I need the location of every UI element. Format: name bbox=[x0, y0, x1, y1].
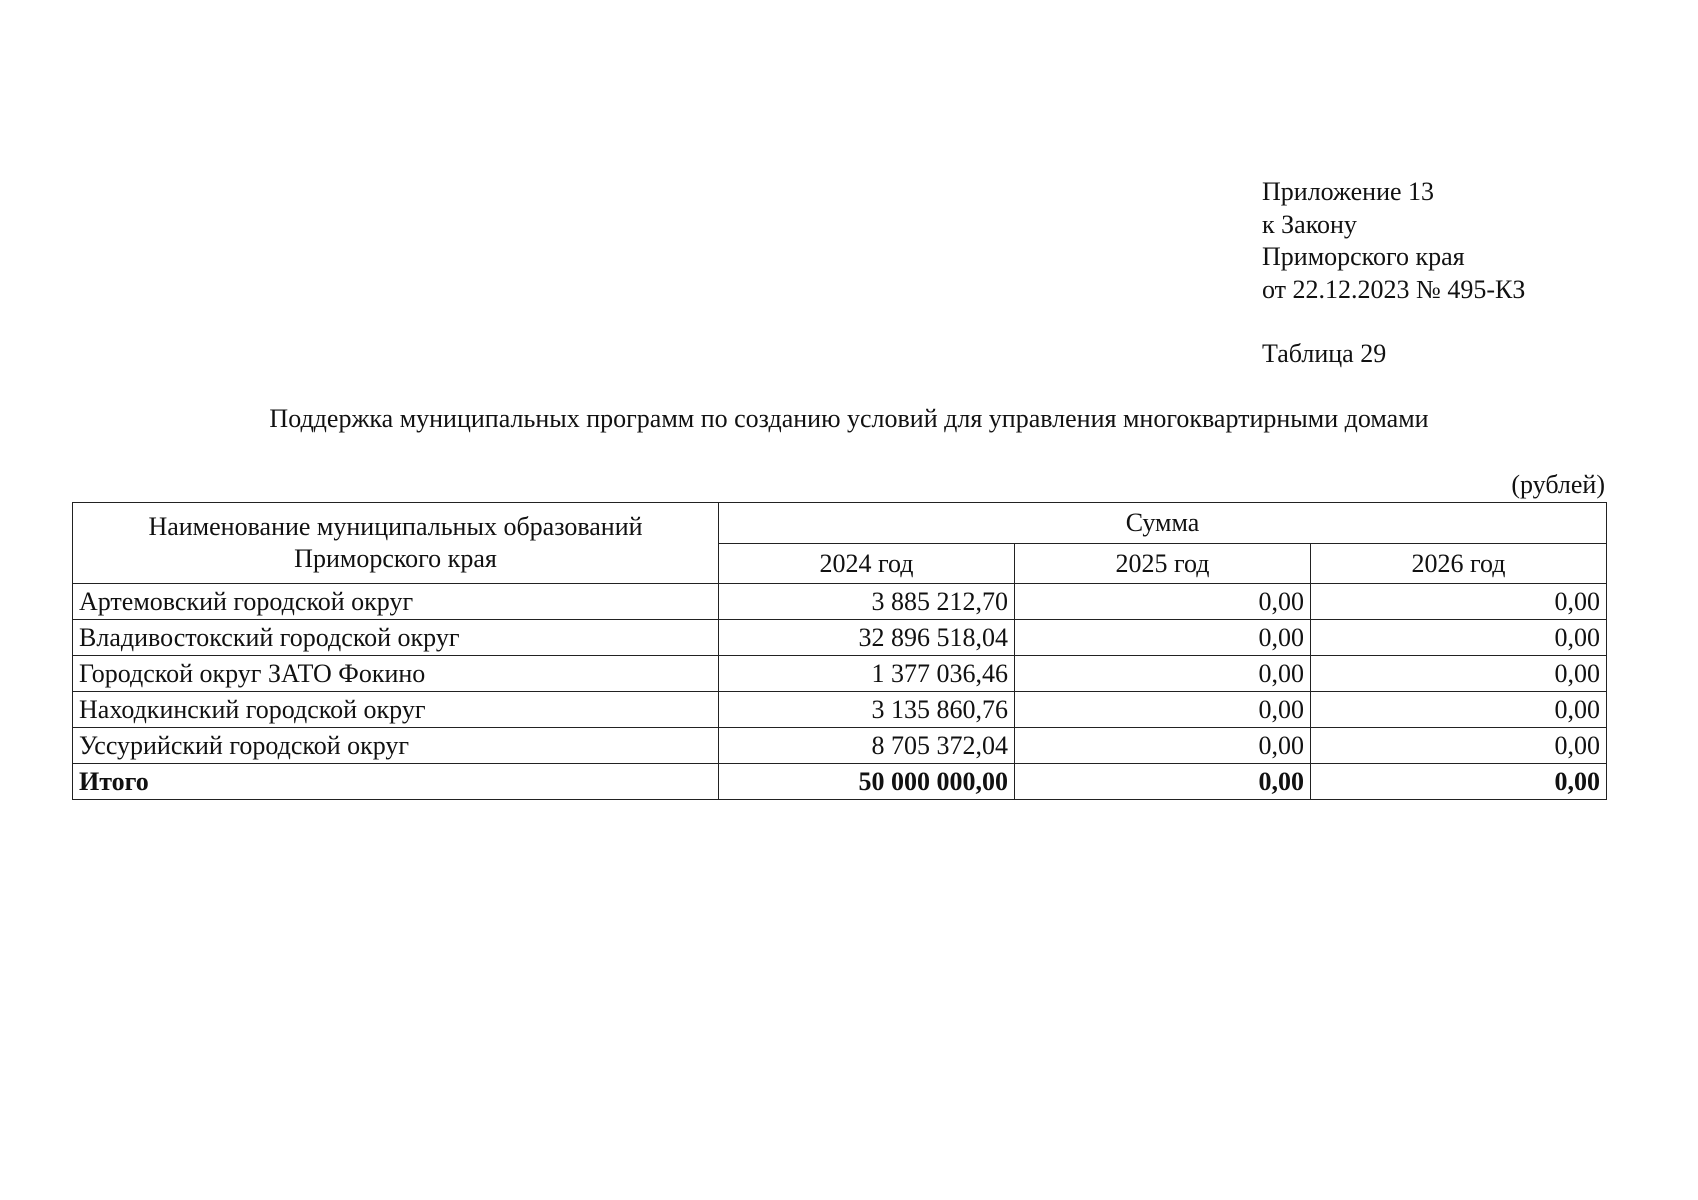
amount-2026: 0,00 bbox=[1311, 584, 1607, 620]
municipality-name: Артемовский городской округ bbox=[73, 584, 719, 620]
year-2026-header: 2026 год bbox=[1311, 544, 1607, 584]
document-title: Поддержка муниципальных программ по созданию условий для управления многоквартирными домами bbox=[269, 404, 1429, 433]
amount-2025: 0,00 bbox=[1015, 584, 1311, 620]
appendix-date-number: от 22.12.2023 № 495-КЗ bbox=[1262, 274, 1526, 304]
total-2025: 0,00 bbox=[1015, 764, 1311, 800]
amount-2024: 1 377 036,46 bbox=[719, 656, 1015, 692]
amount-2025: 0,00 bbox=[1015, 692, 1311, 728]
table-row bbox=[73, 656, 1607, 692]
appendix-law-ref: к Закону bbox=[1262, 209, 1357, 239]
municipality-column-header bbox=[73, 503, 719, 584]
total-label: Итого bbox=[73, 764, 719, 800]
amount-2024: 3 885 212,70 bbox=[719, 584, 1015, 620]
amount-2025: 0,00 bbox=[1015, 728, 1311, 764]
table-row bbox=[73, 728, 1607, 764]
year-2024-header: 2024 год bbox=[719, 544, 1015, 584]
municipality-name: Владивостокский городской округ bbox=[73, 620, 719, 656]
municipality-name: Находкинский городской округ bbox=[73, 692, 719, 728]
table-row bbox=[73, 620, 1607, 656]
allocation-table bbox=[72, 502, 1607, 800]
total-2024: 50 000 000,00 bbox=[719, 764, 1015, 800]
amount-2025: 0,00 bbox=[1015, 620, 1311, 656]
amount-2026: 0,00 bbox=[1311, 620, 1607, 656]
total-row bbox=[73, 764, 1607, 800]
year-2025-header: 2025 год bbox=[1015, 544, 1311, 584]
table-row bbox=[73, 692, 1607, 728]
table-row bbox=[73, 584, 1607, 620]
amount-2026: 0,00 bbox=[1311, 656, 1607, 692]
amount-2026: 0,00 bbox=[1311, 728, 1607, 764]
amount-2024: 32 896 518,04 bbox=[719, 620, 1015, 656]
amount-2025: 0,00 bbox=[1015, 656, 1311, 692]
unit-label: (рублей) bbox=[1511, 470, 1605, 499]
appendix-block bbox=[1262, 176, 1525, 306]
municipality-header-line1: Наименование муниципальных образований bbox=[148, 512, 643, 541]
appendix-number: Приложение 13 bbox=[1262, 177, 1435, 206]
table-header-row bbox=[73, 503, 1607, 544]
municipality-header-line2: Приморского края bbox=[294, 544, 497, 573]
total-2026: 0,00 bbox=[1311, 764, 1607, 800]
amount-2024: 3 135 860,76 bbox=[719, 692, 1015, 728]
municipality-name: Городской округ ЗАТО Фокино bbox=[73, 656, 719, 692]
sum-column-header: Сумма bbox=[719, 503, 1607, 544]
amount-2024: 8 705 372,04 bbox=[719, 728, 1015, 764]
municipality-name: Уссурийский городской округ bbox=[73, 728, 719, 764]
amount-2026: 0,00 bbox=[1311, 692, 1607, 728]
table-number: Таблица 29 bbox=[1262, 339, 1387, 368]
appendix-region: Приморского края bbox=[1262, 242, 1465, 271]
